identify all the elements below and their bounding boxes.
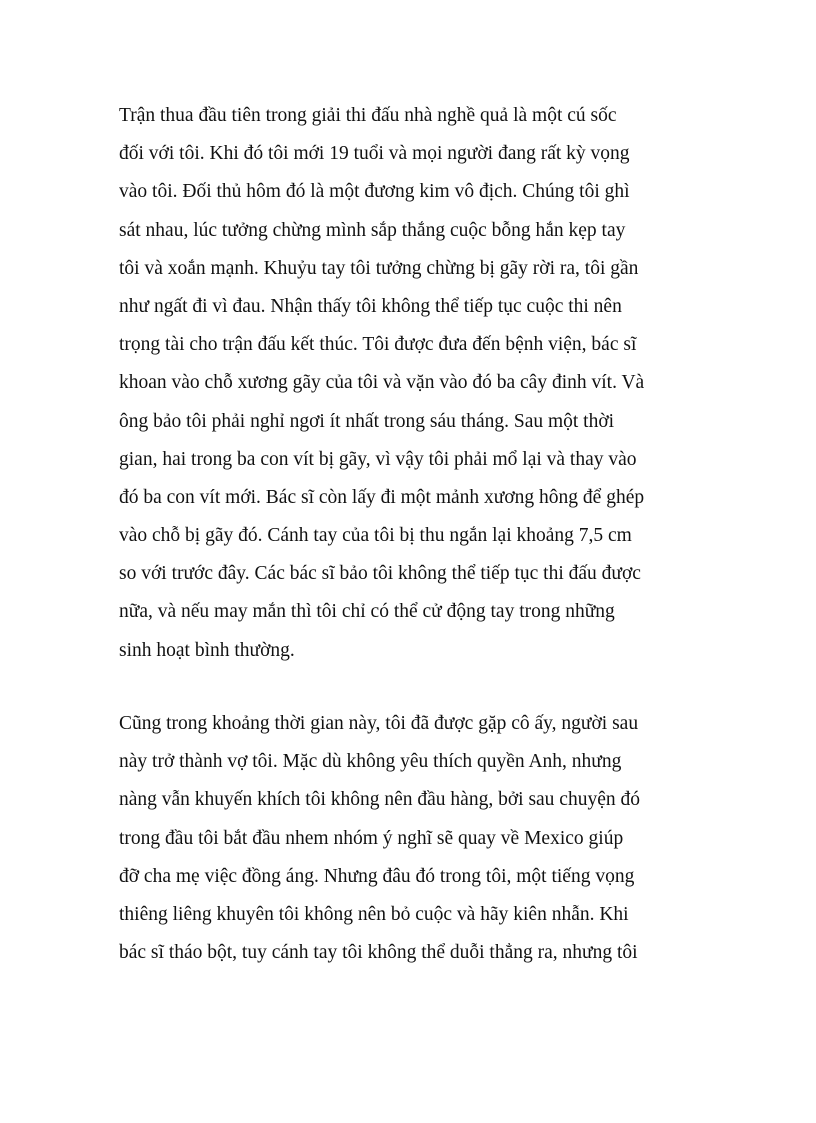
text-line: sinh hoạt bình thường. bbox=[119, 639, 295, 661]
text-line: tôi và xoắn mạnh. Khuỷu tay tôi tưởng chừng bị gãy rời ra, tôi gần bbox=[119, 257, 639, 279]
text-line: nàng vẫn khuyến khích tôi không nên đầu hàng, bởi sau chuyện đó bbox=[119, 789, 640, 811]
text-line: ông bảo tôi phải nghỉ ngơi ít nhất trong sáu tháng. Sau một thời bbox=[119, 410, 615, 432]
text-line: vào tôi. Đối thủ hôm đó là một đương kim vô địch. Chúng tôi ghì bbox=[119, 181, 630, 203]
text-line: bác sĩ tháo bột, tuy cánh tay tôi không thể duỗi thẳng ra, nhưng tôi bbox=[119, 942, 638, 964]
text-line: vào chỗ bị gãy đó. Cánh tay của tôi bị thu ngắn lại khoảng 7,5 cm bbox=[119, 525, 632, 547]
text-line: thiêng liêng khuyên tôi không nên bỏ cuộc và hãy kiên nhẫn. Khi bbox=[119, 903, 629, 925]
text-line: gian, hai trong ba con vít bị gãy, vì vậy tôi phải mổ lại và thay vào bbox=[119, 448, 637, 470]
text-line: đỡ cha mẹ việc đồng áng. Nhưng đâu đó trong tôi, một tiếng vọng bbox=[119, 865, 635, 887]
text-line: Trận thua đầu tiên trong giải thi đấu nhà nghề quả là một cú sốc bbox=[119, 105, 617, 126]
text-line: trong đầu tôi bắt đầu nhem nhóm ý nghĩ sẽ quay về Mexico giúp bbox=[119, 827, 624, 849]
text-line: trọng tài cho trận đấu kết thúc. Tôi được đưa đến bệnh viện, bác sĩ bbox=[119, 334, 637, 356]
text-line: như ngất đi vì đau. Nhận thấy tôi không thể tiếp tục cuộc thi nên bbox=[119, 295, 622, 317]
text-line: sát nhau, lúc tưởng chừng mình sắp thắng cuộc bỗng hắn kẹp tay bbox=[119, 219, 626, 241]
text-line: khoan vào chỗ xương gãy của tôi và vặn vào đó ba cây đinh vít. Và bbox=[119, 372, 645, 394]
text-line: Cũng trong khoảng thời gian này, tôi đã được gặp cô ấy, người sau bbox=[119, 713, 639, 734]
text-line: đó ba con vít mới. Bác sĩ còn lấy đi một mảnh xương hông để ghép bbox=[119, 486, 645, 508]
paragraph-1 bbox=[119, 97, 719, 670]
paragraph-2 bbox=[119, 705, 719, 972]
text-line: này trở thành vợ tôi. Mặc dù không yêu thích quyền Anh, nhưng bbox=[119, 751, 622, 773]
text-line: nữa, và nếu may mắn thì tôi chỉ có thể cử động tay trong những bbox=[119, 601, 615, 623]
text-line: so với trước đây. Các bác sĩ bảo tôi không thể tiếp tục thi đấu được bbox=[119, 563, 641, 585]
text-line: đối với tôi. Khi đó tôi mới 19 tuổi và mọi người đang rất kỳ vọng bbox=[119, 143, 630, 165]
